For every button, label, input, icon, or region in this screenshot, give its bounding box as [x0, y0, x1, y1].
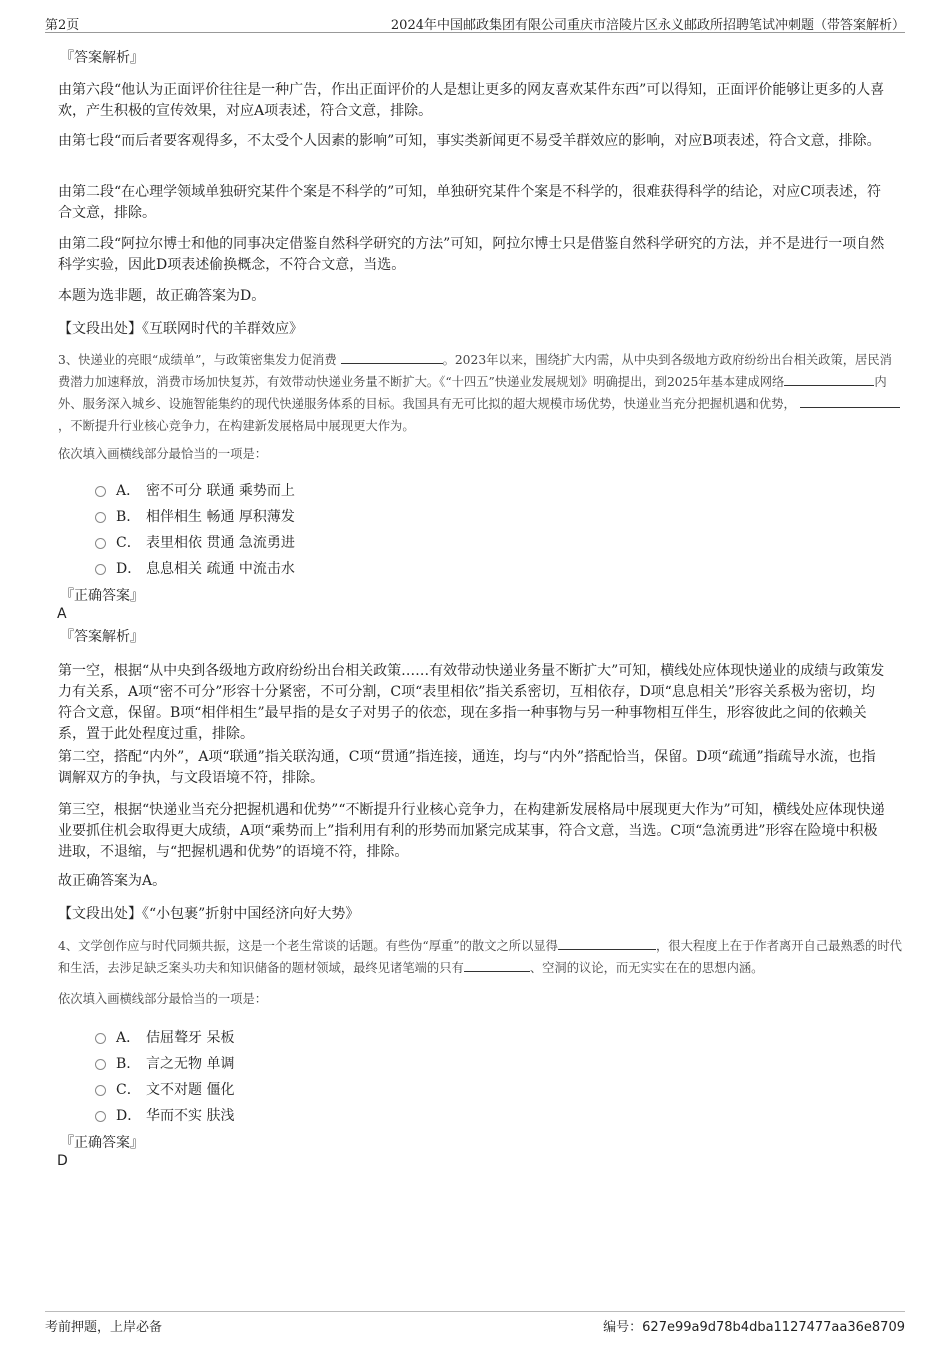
q4-stem-part2: ，很大程度上在于作者离开自己最熟悉的时代和生活，去涉足缺乏案头功夫和知识储备的题材领域，最终见诸笔端的只有 — [58, 939, 902, 975]
q3-option-d[interactable]: D． 息息相关 疏通 中流击水 — [95, 558, 295, 580]
q4-blank-2 — [464, 958, 530, 972]
q4-stem-part1: 4、文学创作应与时代同频共振，这是一个老生常谈的话题。有些伪“厚重”的散文之所以显得 — [58, 939, 558, 953]
q2-analysis-p3: 由第二段“在心理学领域单独研究某件个案是不科学的”可知，单独研究某件个案是不科学的，很难获得科学的结论，对应C项表述，符合文意，排除。 — [58, 184, 882, 221]
q2-conclusion: 本题为选非题，故正确答案为D。 — [58, 288, 266, 304]
radio-icon[interactable] — [95, 1111, 106, 1122]
page-footer — [45, 1311, 905, 1336]
q3-option-c[interactable]: C． 表里相依 贯通 急流勇进 — [95, 532, 295, 554]
q2-source: 【文段出处】《互联网时代的羊群效应》 — [58, 321, 303, 337]
page-number: 第2页 — [45, 18, 80, 33]
q3-blank-3 — [800, 394, 900, 408]
q3-conclusion: 故正确答案为A。 — [58, 873, 167, 889]
q3-option-a[interactable]: A． 密不可分 联通 乘势而上 — [95, 480, 295, 502]
footer-code-value: 627e99a9d78b4dba1127477aa36e8709 — [642, 1320, 905, 1335]
q3-stem-part3: 内外、服务深入城乡、设施智能集约的现代快递服务体系的目标。我国具有无可比拟的超大规模市场优势，快递业当充分把握机遇和优势， — [58, 375, 887, 411]
q3-answer-label: 『正确答案』 — [60, 588, 144, 604]
q3-stem-part4: ，不断提升行业核心竞争力，在构建新发展格局中展现更大作为。 — [58, 419, 415, 433]
q3-prompt: 依次填入画横线部分最恰当的一项是： — [58, 447, 268, 461]
q3-option-b[interactable]: B. 相伴相生 畅通 厚积薄发 — [95, 506, 295, 528]
q3-answer: A — [57, 606, 67, 622]
q4-option-c[interactable]: C． 文不对题 僵化 — [95, 1079, 234, 1101]
q3-source: 【文段出处】《“小包裹”折射中国经济向好大势》 — [58, 906, 360, 922]
q4-prompt: 依次填入画横线部分最恰当的一项是： — [58, 992, 268, 1006]
page-header — [45, 12, 905, 33]
q3-analysis-label: 『答案解析』 — [60, 629, 144, 645]
q3-stem — [58, 349, 903, 437]
q4-option-a[interactable]: A． 佶屈聱牙 呆板 — [95, 1027, 234, 1049]
q4-option-b[interactable]: B. 言之无物 单调 — [95, 1053, 234, 1075]
document-title: 2024年中国邮政集团有限公司重庆市涪陵片区永义邮政所招聘笔试冲刺题（带答案解析） — [390, 18, 905, 33]
radio-icon[interactable] — [95, 486, 106, 497]
q4-blank-1 — [558, 936, 656, 950]
q3-blank-2 — [784, 372, 874, 386]
q2-analysis-label: 『答案解析』 — [60, 50, 144, 66]
q3-blank-1 — [341, 350, 443, 364]
q2-analysis-p2: 由第七段“而后者要客观得多，不太受个人因素的影响”可知，事实类新闻更不易受羊群效应的影响，对应B项表述，符合文意，排除。 — [58, 133, 881, 149]
radio-icon[interactable] — [95, 512, 106, 523]
q3-analysis-p1: 第一空，根据“从中央到各级地方政府纷纷出台相关政策……有效带动快递业务量不断扩大”可知，横线处应体现快递业的成绩与政策发力有关系，A项“密不可分”形容十分紧密，不可分割，C项“表里相依”指关系密切，互相依存，D项“息息相关”形容关系极为密切，均符合文意，保留。B项“相伴相生”最早指的是女子对男子的依恋，现在多指一种事物与另一种事物相互伴生，形容彼此之间的依赖关系，置于此处程度过重，排除。 — [58, 663, 885, 742]
q4-stem-part3: 、空洞的议论，而无实实在在的思想内涵。 — [529, 961, 764, 975]
radio-icon[interactable] — [95, 538, 106, 549]
radio-icon[interactable] — [95, 564, 106, 575]
q3-analysis-p3: 第三空，根据“快递业当充分把握机遇和优势”“不断提升行业核心竞争力，在构建新发展格局中展现更大作为”可知，横线处应体现快递业要抓住机会取得更大成绩，A项“乘势而上”指利用有利的形势而加紧完成某事，符合文意，当选。C项“急流勇进”形容在险境中积极进取，不退缩，与“把握机遇和优势”的语境不符，排除。 — [58, 802, 885, 860]
q4-stem — [58, 935, 903, 979]
q4-answer-label: 『正确答案』 — [60, 1135, 144, 1151]
q2-analysis-p1: 由第六段“他认为正面评价往往是一种广告，作出正面评价的人是想让更多的网友喜欢某件东西”可以得知，正面评价能够让更多的人喜欢，产生积极的宣传效果，对应A项表述，符合文意，排除。 — [58, 82, 885, 119]
radio-icon[interactable] — [95, 1059, 106, 1070]
footer-code-label: 编号： — [603, 1320, 643, 1335]
q3-stem-part2: 。2023年以来，围绕扩大内需，从中央到各级地方政府纷纷出台相关政策，居民消费潜力加速释放，消费市场加快复苏，有效带动快递业务量不断扩大。《“十四五”快递业发展规划》明确提出，到2025年基本建成网络 — [58, 353, 892, 389]
q2-analysis-p4: 由第二段“阿拉尔博士和他的同事决定借鉴自然科学研究的方法”可知，阿拉尔博士只是借鉴自然科学研究的方法，并不是进行一项自然科学实验，因此D项表述偷换概念，不符合文意，当选。 — [58, 236, 885, 273]
radio-icon[interactable] — [95, 1033, 106, 1044]
footer-slogan: 考前押题，上岸必备 — [45, 1320, 163, 1335]
q3-analysis-p2: 第二空，搭配“内外”，A项“联通”指关联沟通，C项“贯通”指连接，通连，均与“内外”搭配恰当，保留。D项“疏通”指疏导水流，也指调解双方的争执，与文段语境不符，排除。 — [58, 749, 876, 786]
footer-code — [603, 1316, 905, 1335]
q4-option-d[interactable]: D． 华而不实 肤浅 — [95, 1105, 234, 1127]
q3-stem-part1: 3、快递业的亮眼“成绩单”，与政策密集发力促消费 — [58, 353, 337, 367]
q4-answer: D — [57, 1153, 68, 1169]
radio-icon[interactable] — [95, 1085, 106, 1096]
